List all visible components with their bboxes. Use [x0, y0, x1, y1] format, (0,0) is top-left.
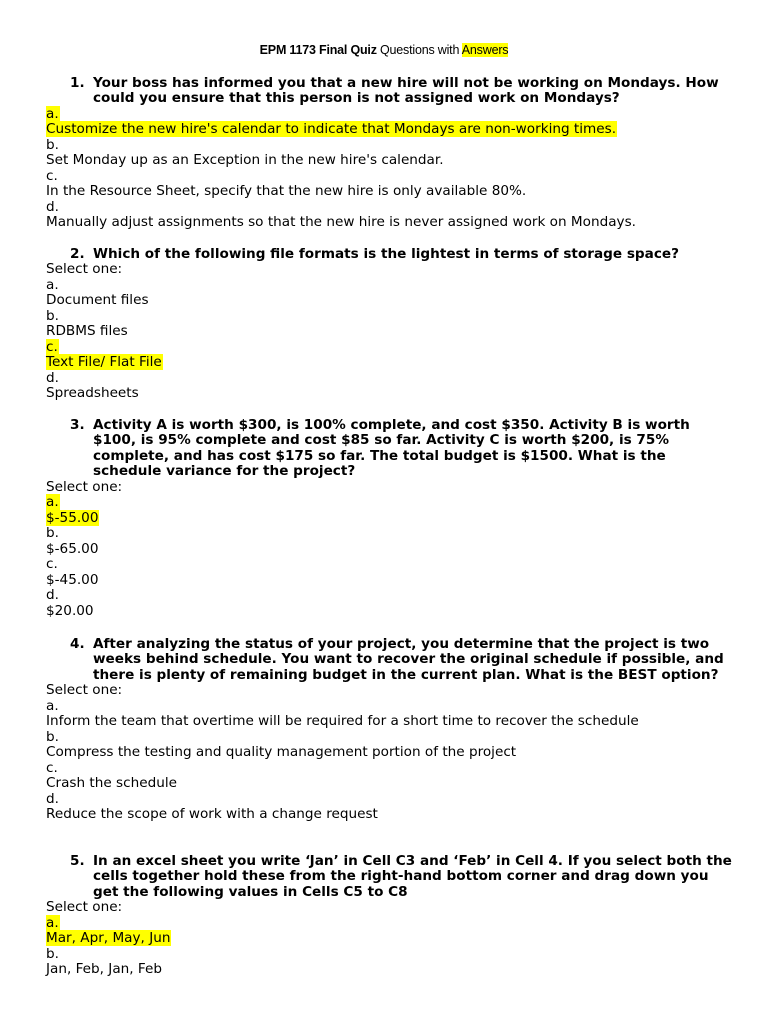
- question-5: [46, 854, 736, 978]
- answer-text: b.: [46, 525, 59, 542]
- answer-line: [46, 714, 736, 730]
- highlighted-answer: c.: [46, 338, 58, 355]
- answer-text: b.: [46, 728, 59, 745]
- answer-text: Document files: [46, 292, 149, 309]
- answer-line: [46, 169, 736, 185]
- highlighted-answer: a.: [46, 914, 59, 931]
- answer-text: Spreadsheets: [46, 385, 139, 402]
- answer-line: [46, 776, 736, 792]
- select-one-label: [46, 900, 736, 916]
- answer-text: Select one:: [46, 899, 123, 916]
- answer-line: [46, 355, 736, 371]
- answer-text: b.: [46, 136, 59, 153]
- question-number: 2.: [70, 246, 85, 262]
- answer-line: [46, 215, 736, 231]
- answer-line: [46, 573, 736, 589]
- question-4: [46, 637, 736, 823]
- answer-line: [46, 200, 736, 216]
- answer-text: a.: [46, 697, 59, 714]
- answer-line: [46, 278, 736, 294]
- answer-text: Manually adjust assignments so that the new hire is never assigned work on Mondays.: [46, 214, 637, 231]
- answer-text: Crash the schedule: [46, 775, 177, 792]
- answer-line: [46, 931, 736, 947]
- answer-line: [46, 309, 736, 325]
- answer-text: $-65.00: [46, 540, 99, 557]
- title-bold: EPM 1173 Final Quiz: [259, 43, 377, 57]
- answer-line: [46, 184, 736, 200]
- question-number: 4.: [70, 636, 85, 652]
- answer-line: [46, 604, 736, 620]
- highlighted-answer: Customize the new hire's calendar to indicate that Mondays are non-working times.: [46, 121, 617, 138]
- answer-line: [46, 340, 736, 356]
- question-number: 1.: [70, 75, 85, 91]
- answer-line: [46, 699, 736, 715]
- answer-line: [46, 542, 736, 558]
- answer-line: [46, 916, 736, 932]
- answer-text: Jan, Feb, Jan, Feb: [46, 961, 162, 978]
- answer-text: In the Resource Sheet, specify that the new hire is only available 80%.: [46, 183, 527, 200]
- answer-line: [46, 371, 736, 387]
- question-number: 5.: [70, 853, 85, 869]
- answer-text: $-45.00: [46, 571, 99, 588]
- answer-text: d.: [46, 790, 59, 807]
- document-title: [0, 43, 768, 58]
- question-3: [46, 418, 736, 619]
- answer-line: [46, 153, 736, 169]
- question-text: Activity A is worth $300, is 100% complete, and cost $350. Activity B is worth $100, is 95% complete and cost $85 so far. Activity C is worth $200, is 75% complete, and has cost $175 so far. The total budget is $1500. What is the schedule variance for the project?: [93, 417, 690, 480]
- answer-line: [46, 138, 736, 154]
- question-heading: [46, 76, 736, 107]
- answer-text: Select one:: [46, 682, 123, 699]
- answer-text: c.: [46, 759, 58, 776]
- answer-line: [46, 807, 736, 823]
- answer-line: [46, 588, 736, 604]
- question-1: [46, 76, 736, 231]
- answer-line: [46, 526, 736, 542]
- answer-line: [46, 761, 736, 777]
- answer-line: [46, 511, 736, 527]
- select-one-label: [46, 683, 736, 699]
- answer-line: [46, 107, 736, 123]
- answer-line: [46, 947, 736, 963]
- answer-text: b.: [46, 945, 59, 962]
- answer-line: [46, 962, 736, 978]
- answer-text: d.: [46, 198, 59, 215]
- highlighted-answer: Mar, Apr, May, Jun: [46, 930, 171, 947]
- answer-text: c.: [46, 167, 58, 184]
- answer-line: [46, 792, 736, 808]
- answer-text: Inform the team that overtime will be required for a short time to recover the schedule: [46, 713, 639, 730]
- answer-text: a.: [46, 276, 59, 293]
- answer-text: Select one:: [46, 261, 123, 278]
- highlighted-answer: a.: [46, 105, 59, 122]
- question-heading: [46, 247, 736, 262]
- answer-line: [46, 730, 736, 746]
- question-2: [46, 247, 736, 402]
- answer-text: Set Monday up as an Exception in the new hire's calendar.: [46, 152, 444, 169]
- highlighted-answer: a.: [46, 494, 59, 511]
- answer-text: d.: [46, 587, 59, 604]
- answer-line: [46, 324, 736, 340]
- answer-text: c.: [46, 556, 58, 573]
- answer-line: [46, 557, 736, 573]
- question-heading: [46, 637, 736, 683]
- question-heading: [46, 418, 736, 480]
- question-text: After analyzing the status of your project, you determine that the project is two weeks behind schedule. You want to recover the original schedule if possible, and there is plenty of remaining budget in the current plan. What is the BEST option?: [93, 636, 724, 683]
- answer-text: b.: [46, 307, 59, 324]
- answer-text: d.: [46, 369, 59, 386]
- answer-line: [46, 745, 736, 761]
- question-text: In an excel sheet you write ‘Jan’ in Cell C3 and ‘Feb’ in Cell 4. If you select both the cells together hold these from the right-hand bottom corner and drag down you get the following values in Cells C5 to C8: [93, 853, 732, 900]
- highlighted-answer: $-55.00: [46, 509, 99, 526]
- answer-text: Select one:: [46, 478, 123, 495]
- answer-text: Compress the testing and quality management portion of the project: [46, 744, 517, 761]
- answer-line: [46, 495, 736, 511]
- answer-text: RDBMS files: [46, 323, 128, 340]
- answer-line: [46, 386, 736, 402]
- answer-text: Reduce the scope of work with a change request: [46, 806, 378, 823]
- answer-text: $20.00: [46, 602, 94, 619]
- select-one-label: [46, 480, 736, 496]
- answer-line: [46, 293, 736, 309]
- question-number: 3.: [70, 417, 85, 433]
- title-highlight: Answers: [461, 43, 509, 57]
- answer-line: [46, 122, 736, 138]
- question-text: Your boss has informed you that a new hire will not be working on Mondays. How could you ensure that this person is not assigned work on Mondays?: [93, 75, 719, 107]
- select-one-label: [46, 262, 736, 278]
- question-heading: [46, 854, 736, 900]
- title-normal: Questions with: [376, 43, 462, 57]
- highlighted-answer: Text File/ Flat File: [46, 354, 162, 371]
- question-text: Which of the following file formats is the lightest in terms of storage space?: [93, 246, 679, 262]
